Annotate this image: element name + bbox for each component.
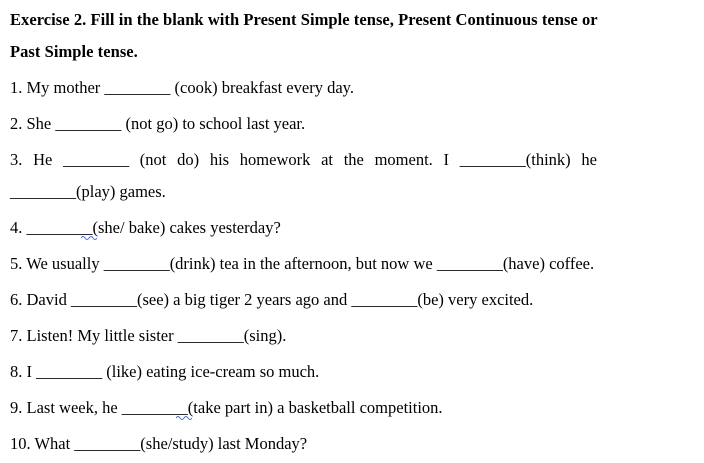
question-9-start: 9. Last week, he ________ [10, 398, 188, 417]
question-8: 8. I ________ (like) eating ice-cream so much. [10, 362, 320, 381]
question-3-line-2: ________(play) games. [10, 182, 166, 201]
question-9 [10, 392, 692, 425]
question-5: 5. We usually ________(drink) tea in the afternoon, but now we ________(have) coffee. [10, 254, 595, 273]
question-4-rest: (she/ bake) cakes yesterday? [92, 218, 281, 237]
question-6: 6. David ________(see) a big tiger 2 years ago and ________(be) very excited. [10, 290, 534, 309]
question-3-line-1 [10, 144, 692, 177]
question-3-text: 3. He ________ (not do) his homework at the moment. I ________(think) he [10, 149, 597, 169]
question-4: 4. ________ (she/ bake) cakes yesterday? [10, 212, 692, 245]
question-1: 1. My mother ________ (cook) breakfast every day. [10, 77, 354, 97]
question-10: 10. What ________(she/study) last Monday? [10, 434, 308, 453]
question-2: 2. She ________ (not go) to school last year. [10, 113, 306, 133]
exercise-title-line-1: Exercise 2. Fill in the blank with Present Simple tense, Present Continuous tense or [10, 10, 598, 29]
question-7: 7. Listen! My little sister ________(sing). [10, 326, 287, 345]
question-4-blank: ________ [26, 218, 93, 237]
question-9-rest: (take part in) a basketball competition. [187, 398, 443, 417]
exercise-title-line-2: Past Simple tense. [10, 42, 138, 61]
worksheet [10, 4, 692, 461]
